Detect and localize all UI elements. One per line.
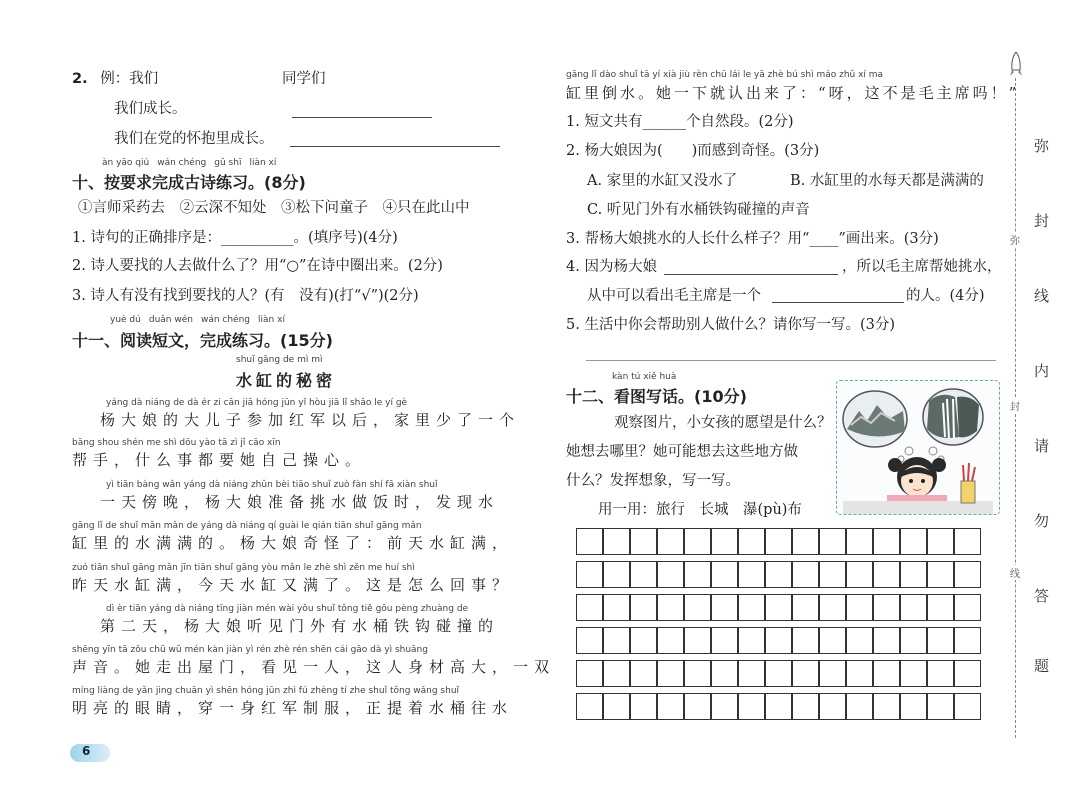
- sec10-q3: 3. 诗人有没有找到要找的人？(有 没有)(打“√”)(2分): [72, 288, 419, 304]
- grid-cell[interactable]: [576, 594, 603, 621]
- grid-cell[interactable]: [657, 528, 684, 555]
- passage-pinyin-row: [72, 438, 289, 448]
- grid-cell[interactable]: [819, 627, 846, 654]
- sec12-words: 用一用：旅行 长城 瀑(pù)布: [598, 502, 802, 518]
- grid-cell[interactable]: [792, 660, 819, 687]
- pinyin: liàn xí: [258, 315, 285, 325]
- passage-line: 缸里的水满满的。杨大娘奇怪了：前天水缸满，: [72, 534, 514, 552]
- grid-row: [576, 660, 984, 687]
- r-q3: 3. 帮杨大娘挑水的人长什么样子？用“____”画出来。(3分): [566, 231, 939, 247]
- side-char: 请: [1034, 437, 1050, 455]
- right-top-pinyin: [566, 70, 891, 80]
- side-char: 封: [1034, 212, 1050, 230]
- grid-cell[interactable]: [684, 528, 711, 555]
- grid-cell[interactable]: [684, 594, 711, 621]
- pinyin: bāng shou shén me shì dōu yào tā zì jǐ cāo xīn: [72, 438, 281, 448]
- side-small-char: 线: [1010, 565, 1020, 580]
- side-small-char: 弥: [1010, 232, 1020, 247]
- passage-pinyin-row: [106, 604, 476, 614]
- grid-cell[interactable]: [819, 693, 846, 720]
- passage-line: 明亮的眼睛，穿一身红军制服，正提着水桶往水: [72, 699, 514, 717]
- r-q5: 5. 生活中你会帮助别人做什么？请你写一写。(3分): [566, 317, 895, 333]
- passage-pinyin-row: [72, 645, 436, 655]
- grid-cell[interactable]: [846, 660, 873, 687]
- pinyin: liàn xí: [249, 158, 277, 168]
- passage-line: 昨天水缸满，今天水缸又满了。这是怎么回事？: [72, 576, 514, 594]
- passage-pinyin-row: [106, 398, 415, 408]
- grid-cell[interactable]: [927, 528, 954, 555]
- side-char: 弥: [1034, 137, 1050, 155]
- q2-line1: [114, 100, 187, 118]
- grid-row: [576, 528, 984, 555]
- grid-cell[interactable]: [576, 528, 603, 555]
- q2-line2-blank[interactable]: [290, 146, 500, 147]
- passage-line: 声音。她走出屋门，看见一人，这人身材高大，一双: [72, 658, 556, 676]
- pinyin: gǔ shī: [214, 158, 242, 168]
- pinyin: wán chéng: [200, 315, 251, 325]
- page-number: 6: [70, 744, 110, 762]
- writing-grid[interactable]: [576, 528, 984, 722]
- grid-cell[interactable]: [630, 627, 657, 654]
- passage-line: 第二天，杨大娘听见门外有水桶铁钩碰撞的: [100, 617, 500, 635]
- pinyin: gāng lǐ de shuǐ mǎn mǎn de yáng dà niáng qí guài le qián tiān shuǐ gāng mǎn: [72, 521, 422, 531]
- passage-line: 帮手，什么事都要她自己操心。: [72, 451, 367, 469]
- right-top-text: 缸里倒水。她一下就认出来了：“呀，这不是毛主席吗！”: [566, 84, 1020, 102]
- grid-cell[interactable]: [900, 528, 927, 555]
- grid-cell[interactable]: [765, 627, 792, 654]
- grid-cell[interactable]: [873, 627, 900, 654]
- grid-cell[interactable]: [576, 627, 603, 654]
- grid-cell[interactable]: [900, 693, 927, 720]
- r-q4-b: ，所以毛主席帮她挑水，: [842, 259, 1002, 275]
- sec10-options: ①言师采药去 ②云深不知处 ③松下问童子 ④只在此山中: [78, 200, 470, 216]
- grid-cell[interactable]: [657, 594, 684, 621]
- grid-cell[interactable]: [630, 693, 657, 720]
- grid-cell[interactable]: [711, 561, 738, 588]
- sec10-pinyin: [102, 158, 284, 168]
- grid-cell[interactable]: [873, 528, 900, 555]
- passage-pinyin-row: [72, 521, 430, 531]
- grid-cell[interactable]: [954, 627, 981, 654]
- grid-row: [576, 627, 984, 654]
- side-char: 答: [1034, 587, 1050, 605]
- grid-cell[interactable]: [738, 693, 765, 720]
- r-q4-c: 从中可以看出毛主席是一个: [587, 288, 761, 304]
- grid-cell[interactable]: [873, 660, 900, 687]
- grid-cell[interactable]: [927, 561, 954, 588]
- sec10-title: 十、按要求完成古诗练习。(8分): [72, 173, 306, 192]
- grid-cell[interactable]: [630, 561, 657, 588]
- grid-cell[interactable]: [684, 561, 711, 588]
- grid-cell[interactable]: [819, 561, 846, 588]
- q2-label: 2.: [72, 71, 88, 87]
- grid-cell[interactable]: [603, 660, 630, 687]
- r-q2-b[interactable]: B. 水缸里的水每天都是满满的: [790, 173, 984, 189]
- grid-cell[interactable]: [738, 627, 765, 654]
- grid-cell[interactable]: [576, 660, 603, 687]
- passage-line: 一天傍晚，杨大娘准备挑水做饭时，发现水: [100, 493, 500, 511]
- sec11-pinyin: [110, 315, 293, 325]
- q2-example: 例：我们: [100, 71, 159, 87]
- grid-cell[interactable]: [630, 594, 657, 621]
- grid-cell[interactable]: [846, 528, 873, 555]
- grid-cell[interactable]: [765, 528, 792, 555]
- passage-pinyin-row: [72, 686, 467, 696]
- r-q5-answer-line[interactable]: [586, 360, 996, 361]
- story-title: 水缸的秘密: [236, 371, 337, 390]
- grid-cell[interactable]: [900, 627, 927, 654]
- grid-cell[interactable]: [954, 594, 981, 621]
- pinyin: wán chéng: [157, 158, 207, 168]
- illustration-svg: [837, 381, 999, 514]
- grid-cell[interactable]: [711, 660, 738, 687]
- r-q2-a[interactable]: A. 家里的水缸又没水了: [587, 173, 738, 189]
- sec10-q2: 2. 诗人要找的人去做什么了？用“○”在诗中圈出来。(2分): [72, 258, 443, 274]
- grid-cell[interactable]: [765, 693, 792, 720]
- grid-row: [576, 693, 984, 720]
- pinyin: duǎn wén: [148, 315, 193, 325]
- q2-line2: [114, 130, 274, 148]
- q2-line1-text: 我们成长。: [114, 101, 187, 117]
- grid-cell[interactable]: [819, 528, 846, 555]
- grid-cell[interactable]: [846, 627, 873, 654]
- grid-cell[interactable]: [819, 594, 846, 621]
- grid-cell[interactable]: [792, 561, 819, 588]
- grid-cell[interactable]: [711, 528, 738, 555]
- passage-line: 杨大娘的大儿子参加红军以后，家里少了一个: [100, 411, 521, 429]
- pinyin: àn yāo qiú: [102, 158, 150, 168]
- passage-pinyin-row: [72, 563, 423, 573]
- grid-cell[interactable]: [792, 693, 819, 720]
- grid-cell[interactable]: [819, 660, 846, 687]
- grid-cell[interactable]: [927, 660, 954, 687]
- sec12-pinyin: [612, 372, 684, 382]
- grid-cell[interactable]: [603, 627, 630, 654]
- r-q4-blank1[interactable]: [664, 274, 838, 275]
- grid-cell[interactable]: [603, 693, 630, 720]
- grid-cell[interactable]: [684, 627, 711, 654]
- q2-example-blank: [282, 70, 326, 88]
- grid-cell[interactable]: [954, 660, 981, 687]
- grid-cell[interactable]: [603, 594, 630, 621]
- grid-cell[interactable]: [792, 594, 819, 621]
- grid-cell[interactable]: [846, 594, 873, 621]
- grid-cell[interactable]: [927, 627, 954, 654]
- side-char: 题: [1034, 657, 1050, 675]
- q2-line1-blank[interactable]: [292, 117, 432, 118]
- pinyin: yì tiān bàng wǎn yáng dà niáng zhǔn bèi tiāo shuǐ zuò fàn shí fā xiàn shuǐ: [106, 480, 438, 490]
- girl-dream-illustration: [836, 380, 1000, 515]
- grid-cell[interactable]: [900, 660, 927, 687]
- side-char: 勿: [1034, 512, 1050, 530]
- r-q1: 1. 短文共有______个自然段。(2分): [566, 114, 794, 130]
- q2-line2-text: 我们在党的怀抱里成长。: [114, 131, 274, 147]
- r-q2-c[interactable]: C. 听见门外有水桶铁钩碰撞的声音: [587, 202, 810, 218]
- grid-cell[interactable]: [792, 528, 819, 555]
- grid-cell[interactable]: [900, 561, 927, 588]
- passage-pinyin-row: [106, 480, 445, 490]
- story-title-pinyin: [236, 355, 330, 365]
- grid-cell[interactable]: [603, 528, 630, 555]
- grid-cell[interactable]: [738, 660, 765, 687]
- side-char: 线: [1034, 287, 1050, 305]
- grid-cell[interactable]: [657, 660, 684, 687]
- grid-cell[interactable]: [765, 561, 792, 588]
- grid-cell[interactable]: [846, 561, 873, 588]
- pinyin: kàn tú xiě huà: [612, 372, 677, 382]
- grid-cell[interactable]: [657, 693, 684, 720]
- q2-example-word: 同学们: [282, 71, 326, 87]
- grid-row: [576, 594, 984, 621]
- grid-cell[interactable]: [792, 627, 819, 654]
- side-small-char: 封: [1010, 398, 1020, 413]
- pinyin: shuǐ gāng de mì mì: [236, 355, 323, 365]
- grid-cell[interactable]: [684, 660, 711, 687]
- sec10-q1: 1. 诗句的正确排序是：__________。(填序号)(4分): [72, 230, 398, 246]
- grid-cell[interactable]: [576, 561, 603, 588]
- grid-cell[interactable]: [765, 594, 792, 621]
- rocket-icon: [1010, 52, 1022, 78]
- r-q4-blank2[interactable]: [772, 302, 904, 303]
- grid-cell[interactable]: [603, 561, 630, 588]
- pinyin: dì èr tiān yáng dà niáng tīng jiàn mén wài yǒu shuǐ tǒng tiě gōu pèng zhuàng de: [106, 604, 469, 614]
- q2-row: [72, 70, 158, 88]
- grid-cell[interactable]: [954, 528, 981, 555]
- grid-cell[interactable]: [846, 693, 873, 720]
- grid-cell[interactable]: [873, 561, 900, 588]
- pinyin: yáng dà niáng de dà ér zi cān jiā hóng jūn yǐ hòu jiā lǐ shǎo le yí gè: [106, 398, 408, 408]
- r-q2: 2. 杨大娘因为( )而感到奇怪。(3分): [566, 143, 820, 159]
- r-q4-d: 的人。(4分): [906, 288, 985, 304]
- grid-row: [576, 561, 984, 588]
- pinyin: yuè dú: [110, 315, 141, 325]
- side-char: 内: [1034, 362, 1050, 380]
- grid-cell[interactable]: [873, 594, 900, 621]
- r-q4-a: 4. 因为杨大娘: [566, 259, 657, 275]
- grid-cell[interactable]: [711, 693, 738, 720]
- sec12-p1: 观察图片，小女孩的愿望是什么？: [614, 415, 832, 431]
- grid-cell[interactable]: [738, 561, 765, 588]
- pinyin: míng liàng de yǎn jing chuān yì shēn hóng jūn zhì fú zhèng tí zhe shuǐ tǒng wǎng shuǐ: [72, 686, 460, 696]
- sec12-title: 十二、看图写话。(10分): [566, 387, 747, 406]
- grid-cell[interactable]: [711, 627, 738, 654]
- pinyin: gāng lǐ dào shuǐ tā yí xià jiù rèn chū lái le yā zhè bú shì máo zhǔ xí ma: [566, 70, 884, 80]
- grid-cell[interactable]: [738, 528, 765, 555]
- grid-cell[interactable]: [954, 561, 981, 588]
- grid-cell[interactable]: [576, 693, 603, 720]
- grid-cell[interactable]: [900, 594, 927, 621]
- grid-cell[interactable]: [711, 594, 738, 621]
- grid-cell[interactable]: [630, 660, 657, 687]
- grid-cell[interactable]: [954, 693, 981, 720]
- grid-cell[interactable]: [738, 594, 765, 621]
- sec12-p3: 什么？发挥想象，写一写。: [566, 473, 740, 489]
- grid-cell[interactable]: [927, 693, 954, 720]
- grid-cell[interactable]: [630, 528, 657, 555]
- grid-cell[interactable]: [684, 693, 711, 720]
- grid-cell[interactable]: [873, 693, 900, 720]
- grid-cell[interactable]: [657, 561, 684, 588]
- pinyin: zuó tiān shuǐ gāng mǎn jīn tiān shuǐ gāng yòu mǎn le zhè shì zěn me huí shì: [72, 563, 415, 573]
- sec12-p2: 她想去哪里？她可能想去这些地方做: [566, 444, 798, 460]
- grid-cell[interactable]: [927, 594, 954, 621]
- pinyin: shēng yīn tā zǒu chū wū mén kàn jiàn yì rén zhè rén shēn cái gāo dà yì shuāng: [72, 645, 428, 655]
- grid-cell[interactable]: [657, 627, 684, 654]
- sec11-title: 十一、阅读短文，完成练习。(15分): [72, 331, 333, 350]
- grid-cell[interactable]: [765, 660, 792, 687]
